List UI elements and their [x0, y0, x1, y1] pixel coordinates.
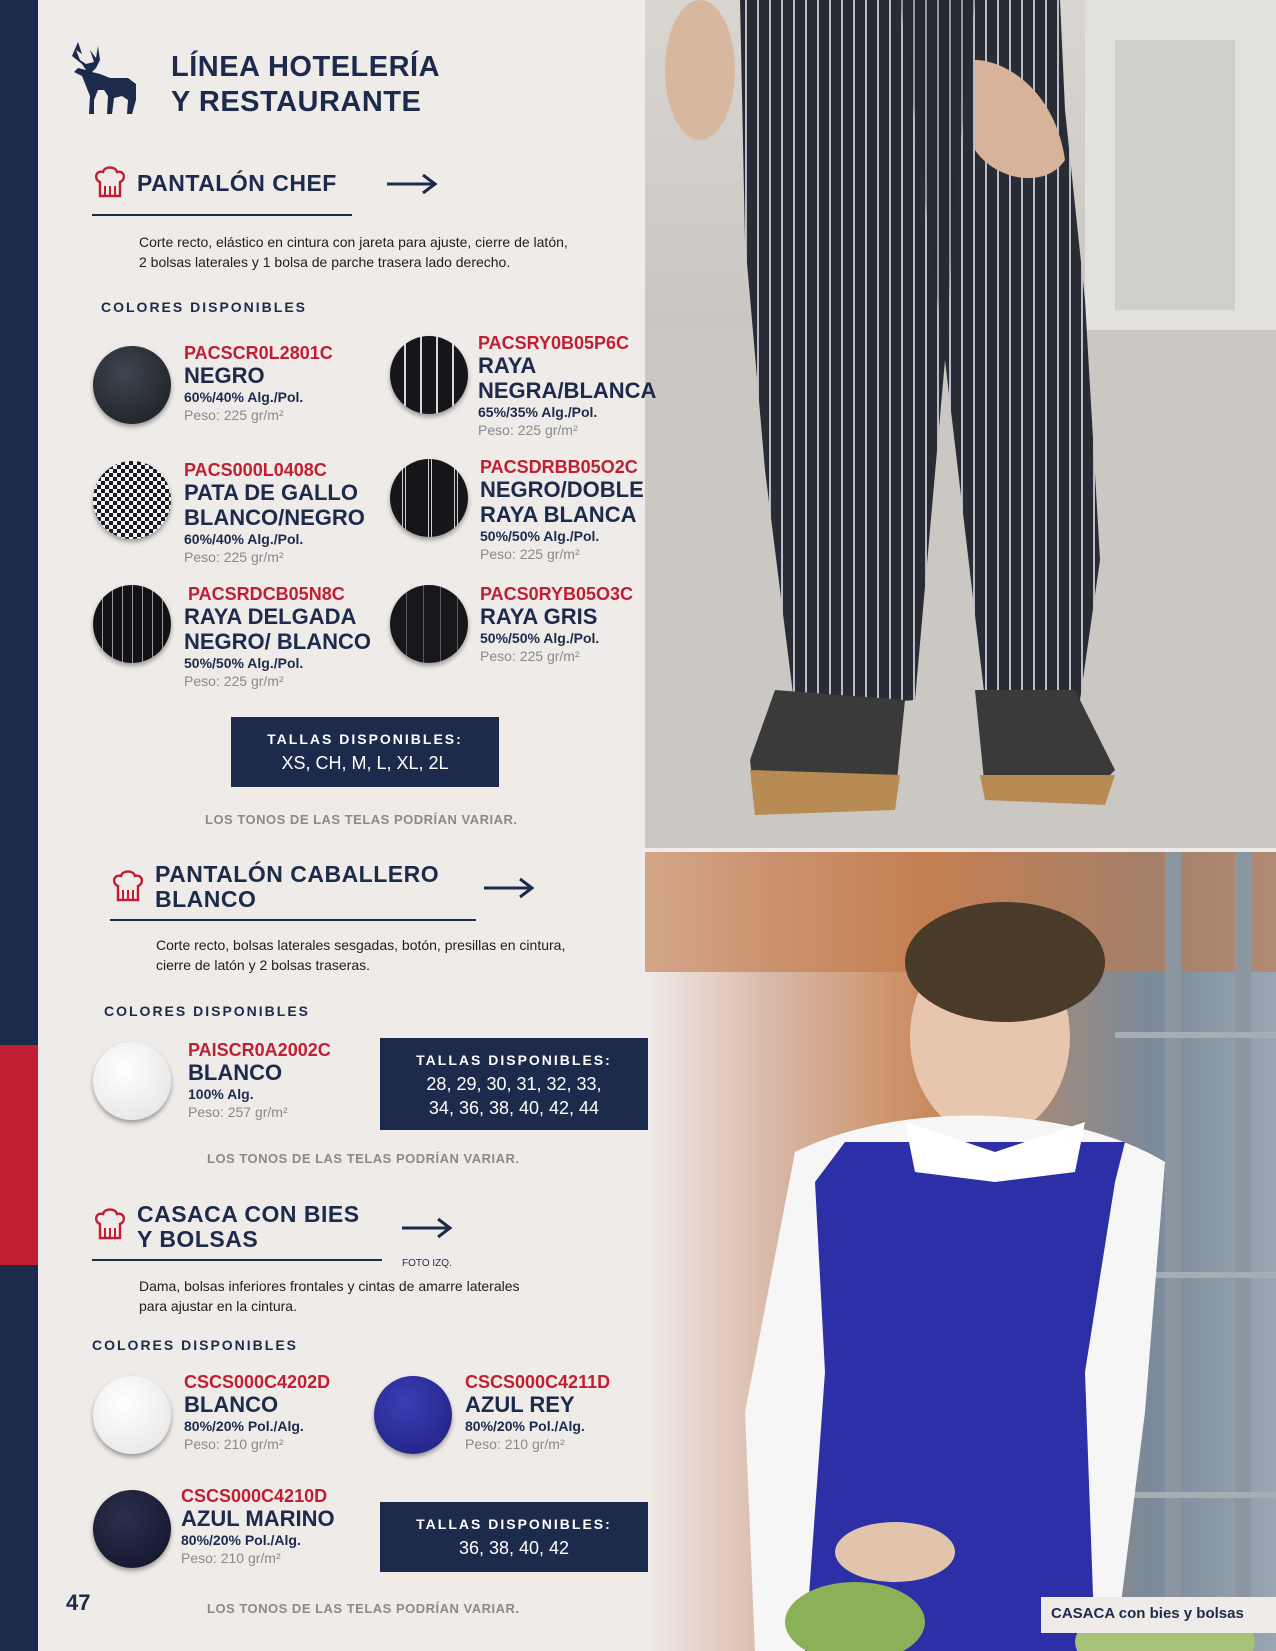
chef-hat-icon — [94, 166, 126, 205]
color-name: AZUL REY — [465, 1392, 575, 1417]
product-code: CSCS000C4211D — [465, 1372, 611, 1392]
description-line: Corte recto, elástico en cintura con jareta para ajuste, cierre de latón, — [139, 234, 568, 250]
color-option — [478, 333, 656, 439]
swatch-azul-marino — [93, 1490, 171, 1568]
page-title-line1: LÍNEA HOTELERÍA — [171, 51, 441, 83]
color-option — [188, 1040, 331, 1121]
composition: 100% Alg. — [188, 1086, 254, 1102]
arrow-right-icon — [482, 876, 536, 905]
page-title — [171, 50, 440, 120]
fabric-weight: Peso: 210 gr/m² — [181, 1550, 281, 1566]
swatch-raya-negra-blanca — [390, 336, 468, 414]
photo-caption — [1041, 1597, 1276, 1633]
sizes-box — [231, 717, 499, 787]
tone-note: LOS TONOS DE LAS TELAS PODRÍAN VARIAR. — [205, 812, 518, 827]
fabric-weight: Peso: 210 gr/m² — [184, 1436, 284, 1452]
page-title-line2: Y RESTAURANTE — [171, 86, 422, 118]
page-number: 47 — [66, 1590, 91, 1615]
sizes-values: XS, CH, M, L, XL, 2L — [281, 753, 449, 773]
sizes-label: TALLAS DISPONIBLES: — [267, 731, 463, 747]
swatch-pata-de-gallo — [93, 461, 171, 539]
color-option — [465, 1372, 610, 1453]
product-code: PACS0RYB05O3C — [480, 584, 634, 604]
color-name: BLANCO — [184, 1392, 279, 1417]
description-line: Corte recto, bolsas laterales sesgadas, botón, presillas en cintura, — [156, 937, 566, 953]
section-underline — [110, 919, 476, 921]
photo-caption-text: CASACA con bies y bolsas — [1051, 1605, 1244, 1622]
section-title-line: PANTALÓN CABALLERO — [155, 861, 440, 887]
fabric-weight: Peso: 210 gr/m² — [465, 1436, 565, 1452]
section-description — [139, 1276, 520, 1316]
section-title-pantalon-caballero — [155, 862, 439, 912]
fabric-weight: Peso: 225 gr/m² — [478, 422, 578, 438]
section-title-line: CASACA CON BIES — [137, 1201, 360, 1227]
description-line: Dama, bolsas inferiores frontales y cintas de amarre laterales — [139, 1278, 520, 1294]
color-option — [480, 457, 644, 563]
side-band-navy — [0, 0, 38, 1651]
section-underline — [92, 214, 352, 216]
sizes-label: TALLAS DISPONIBLES: — [416, 1516, 612, 1532]
section-underline — [92, 1259, 382, 1261]
color-name: BLANCO/NEGRO — [184, 505, 365, 530]
color-name: RAYA GRIS — [480, 604, 598, 629]
product-code: PACSRDCB05N8C — [188, 584, 345, 604]
section-title-casaca — [137, 1202, 360, 1252]
description-line: para ajustar en la cintura. — [139, 1298, 297, 1314]
product-code: PACSDRBB05O2C — [480, 457, 638, 477]
section-title-line: Y BOLSAS — [137, 1226, 259, 1252]
product-code: CSCS000C4202D — [184, 1372, 331, 1392]
product-code: PACSRY0B05P6C — [478, 333, 630, 353]
swatch-negro — [93, 346, 171, 424]
color-option — [181, 1486, 335, 1567]
color-option — [480, 584, 633, 665]
arrow-right-icon — [385, 172, 439, 201]
composition: 50%/50% Alg./Pol. — [184, 655, 304, 671]
description-line: cierre de latón y 2 bolsas traseras. — [156, 957, 370, 973]
section-title-pantalon-chef: PANTALÓN CHEF — [137, 170, 337, 196]
fabric-weight: Peso: 225 gr/m² — [480, 648, 580, 664]
swatch-negro-doble-raya — [390, 459, 468, 537]
product-code: CSCS000C4210D — [181, 1486, 328, 1506]
color-name: PATA DE GALLO — [184, 480, 358, 505]
swatch-raya-gris — [390, 585, 468, 663]
fabric-weight: Peso: 225 gr/m² — [184, 549, 284, 565]
photo-apron-woman — [645, 852, 1276, 1651]
tone-note: LOS TONOS DE LAS TELAS PODRÍAN VARIAR. — [207, 1151, 520, 1166]
sizes-values: 36, 38, 40, 42 — [458, 1538, 570, 1558]
composition: 80%/20% Pol./Alg. — [181, 1532, 301, 1548]
color-name: NEGRO/DOBLE — [480, 477, 644, 502]
swatch-raya-delgada — [93, 585, 171, 663]
colors-label: COLORES DISPONIBLES — [101, 299, 308, 315]
composition: 65%/35% Alg./Pol. — [478, 404, 598, 420]
color-option — [184, 1372, 330, 1453]
swatch-blanco — [93, 1376, 171, 1454]
composition: 60%/40% Alg./Pol. — [184, 389, 304, 405]
color-option — [184, 343, 333, 424]
fabric-weight: Peso: 257 gr/m² — [188, 1104, 288, 1120]
tone-note: LOS TONOS DE LAS TELAS PODRÍAN VARIAR. — [207, 1601, 520, 1616]
color-name: NEGRO/ BLANCO — [184, 629, 371, 654]
sizes-box — [380, 1502, 648, 1572]
sizes-label: TALLAS DISPONIBLES: — [416, 1052, 612, 1068]
product-code: PAISCR0A2002C — [188, 1040, 331, 1060]
photo-note: FOTO IZQ. — [402, 1258, 452, 1269]
composition: 80%/20% Pol./Alg. — [465, 1418, 585, 1434]
color-name: AZUL MARINO — [181, 1506, 335, 1531]
sizes-values: 34, 36, 38, 40, 42, 44 — [428, 1098, 600, 1118]
photo-chef-pants — [645, 0, 1276, 848]
colors-label: COLORES DISPONIBLES — [104, 1003, 311, 1019]
color-name: RAYA — [478, 353, 537, 378]
color-option — [184, 584, 371, 690]
fabric-weight: Peso: 225 gr/m² — [184, 673, 284, 689]
fabric-weight: Peso: 225 gr/m² — [184, 407, 284, 423]
composition: 50%/50% Alg./Pol. — [480, 630, 600, 646]
arrow-right-icon — [400, 1216, 454, 1245]
color-name: NEGRA/BLANCA — [478, 378, 657, 403]
description-line: 2 bolsas laterales y 1 bolsa de parche trasera lado derecho. — [139, 254, 511, 270]
swatch-blanco — [93, 1042, 171, 1120]
color-option — [184, 460, 365, 566]
composition: 50%/50% Alg./Pol. — [480, 528, 600, 544]
color-name: BLANCO — [188, 1060, 283, 1085]
product-code: PACSCR0L2801C — [184, 343, 333, 363]
chef-hat-icon — [112, 870, 144, 909]
color-name: RAYA DELGADA — [184, 604, 357, 629]
section-title-line: BLANCO — [155, 886, 257, 912]
composition: 80%/20% Pol./Alg. — [184, 1418, 304, 1434]
sizes-values: 28, 29, 30, 31, 32, 33, — [426, 1074, 602, 1094]
section-description — [156, 935, 565, 975]
side-band-red — [0, 1045, 38, 1265]
fabric-weight: Peso: 225 gr/m² — [480, 546, 580, 562]
product-code: PACS000L0408C — [184, 460, 327, 480]
chef-hat-icon — [94, 1208, 126, 1247]
composition: 60%/40% Alg./Pol. — [184, 531, 304, 547]
deer-logo-icon — [64, 40, 144, 116]
color-name: RAYA BLANCA — [480, 502, 637, 527]
swatch-azul-rey — [374, 1376, 452, 1454]
colors-label: COLORES DISPONIBLES — [92, 1337, 299, 1353]
section-description — [139, 232, 568, 272]
sizes-box — [380, 1038, 648, 1130]
color-name: NEGRO — [184, 363, 265, 388]
